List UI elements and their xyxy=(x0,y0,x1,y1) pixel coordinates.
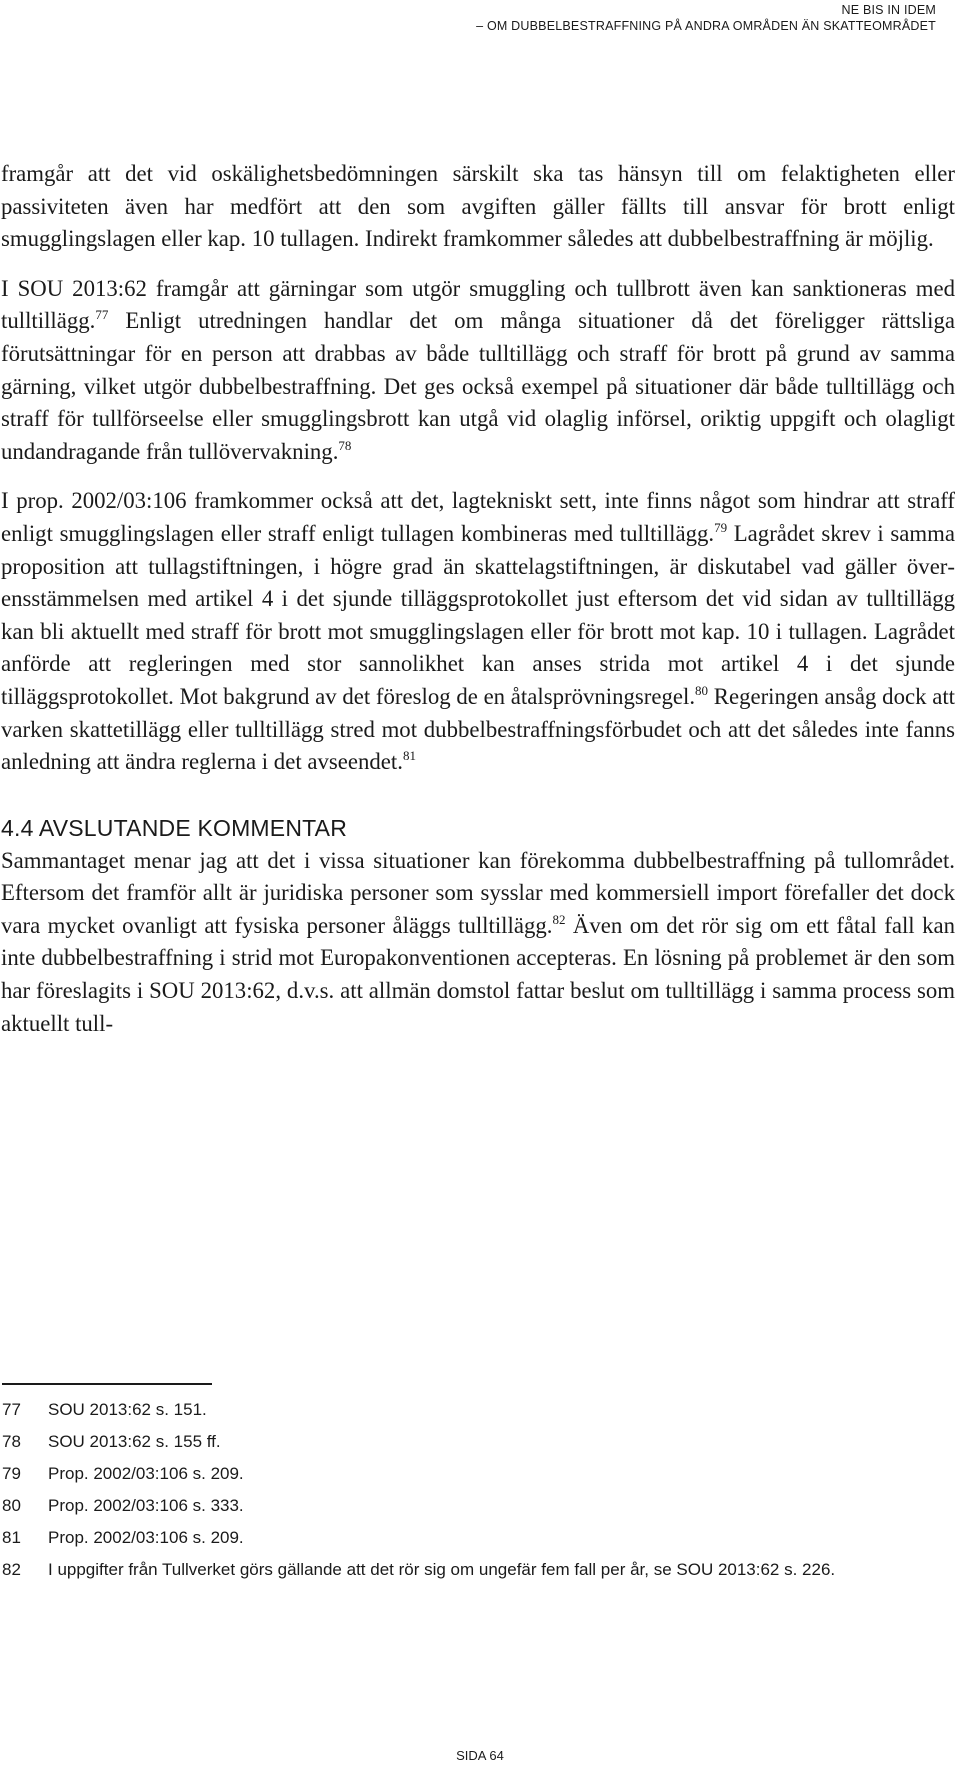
footnote-text: Prop. 2002/03:106 s. 209. xyxy=(48,1464,244,1483)
footnote-81 xyxy=(2,1522,954,1554)
paragraph-3-text-c: Regeringen ansåg dock att varken skattetillägg eller tulltillägg stred mot dubbelbestraffningsförbudet och att det således inte fanns anledning att ändra reglerna i det avseendet. xyxy=(1,683,955,775)
page-number: SIDA 64 xyxy=(456,1748,504,1763)
footnote-79 xyxy=(2,1458,954,1490)
footnote-number: 81 xyxy=(2,1528,21,1547)
footnote-80 xyxy=(2,1490,954,1522)
footnote-number: 77 xyxy=(2,1400,21,1419)
paragraph-1 xyxy=(1,158,955,256)
paragraph-3-text-a: I prop. 2002/03:106 framkommer också att det, lagtekniskt sett, inte finns något som hindrar att straff enligt smugglingslagen eller straff enligt tullagen kombineras med tulltillägg. xyxy=(1,488,955,546)
running-header xyxy=(476,2,936,34)
footnote-ref-81[interactable]: 81 xyxy=(402,748,416,764)
footnote-text: Prop. 2002/03:106 s. 209. xyxy=(48,1528,244,1547)
footnote-text: SOU 2013:62 s. 151. xyxy=(48,1400,207,1419)
footnote-82 xyxy=(2,1554,954,1586)
header-title: NE BIS IN IDEM xyxy=(841,3,936,17)
footnote-78 xyxy=(2,1426,954,1458)
paragraph-3 xyxy=(1,485,955,778)
footnote-divider xyxy=(2,1383,212,1385)
paragraph-2-text-b: Enligt utredningen handlar det om många situationer då det föreligger rättsliga förutsättningar för en person att drabbas av både tulltillägg och straff för brott på grund av samma gärning, vilket utgör dubbelbestraffning. Det ges också exempel på situationer där både tulltillägg och straff för tullförseelse eller smugglingsbrott kan utgå vid olaglig införsel, oriktig uppgift och olagligt undandragande från tullövervakning. xyxy=(1,308,955,464)
section-paragraph xyxy=(1,845,955,1041)
paragraph-2-text-a: I SOU 2013:62 framgår att gärningar som utgör smuggling och tullbrott även kan sanktioneras med tulltillägg. xyxy=(1,275,955,334)
body-text xyxy=(1,158,955,1040)
header-subtitle: – OM DUBBELBESTRAFFNING PÅ ANDRA OMRÅDEN ÄN SKATTEOMRÅDET xyxy=(476,19,936,33)
paragraph-1-text: framgår att det vid oskälighetsbedömningen särskilt ska tas hänsyn till om felaktigheten eller passiviteten även har medfört att den som avgiften gäller fällts till ansvar för brott enligt smugglingslagen eller kap. 10 tullagen. Indirekt framkommer således att dubbelbestraffning är möjlig. xyxy=(1,161,955,252)
section-heading: 4.4 AVSLUTANDE KOMMENTAR xyxy=(1,814,348,841)
footnote-text: Prop. 2002/03:106 s. 333. xyxy=(48,1496,244,1515)
footnote-77 xyxy=(2,1394,954,1426)
section-text-a: Sammantaget menar jag att det i vissa situationer kan förekomma dubbelbestraffning på tullområdet. Eftersom det framför allt är juridiska personer som sysslar med kommersiell import förefaller det dock vara mycket ovanligt att fysiska personer åläggs tulltillägg. xyxy=(1,847,955,938)
footnote-ref-82[interactable]: 82 xyxy=(552,911,566,927)
footnote-text: I uppgifter från Tullverket görs gällande att det rör sig om ungefär fem fall per år, se SOU 2013:62 s. 226. xyxy=(48,1560,836,1579)
paragraph-3-text-b: Lagrådet skrev i samma proposition att tullagstiftningen, i högre grad än skattelagstiftningen, är diskutabel vad gäller överensstämmelsen med artikel 4 i det sjunde tilläggsprotokollet just eftersom det vid sidan av tulltillägg kan bli aktuellt med straff för brott mot smugglingslagen eller för brott mot kap. 10 i tullagen. Lagrådet anförde att regleringen med stor sannolikhet kan anses strida mot artikel 4 i det sjunde tilläggsprotokollet. Mot bakgrund av det föreslog de en åtalsprövningsregel. xyxy=(1,520,955,709)
section-text-b: Även om det rör sig om ett fåtal fall kan inte dubbelbestraffning i strid mot Europakonventionen accepteras. En lösning på problemet är den som har föreslagits i SOU 2013:62, d.v.s. att allmän domstol fattar beslut om tulltillägg i samma process som aktuellt tull- xyxy=(1,912,955,1036)
paragraph-2 xyxy=(1,273,955,469)
footnote-number: 78 xyxy=(2,1432,21,1451)
footnote-text: SOU 2013:62 s. 155 ff. xyxy=(48,1432,221,1451)
footnote-ref-80[interactable]: 80 xyxy=(695,682,709,698)
footnote-number: 82 xyxy=(2,1560,21,1579)
footnote-ref-79[interactable]: 79 xyxy=(714,519,728,535)
footnotes xyxy=(2,1394,954,1586)
footnote-number: 80 xyxy=(2,1496,21,1515)
footnote-ref-78[interactable]: 78 xyxy=(338,437,352,453)
footnote-ref-77[interactable]: 77 xyxy=(95,307,109,323)
footnote-number: 79 xyxy=(2,1464,21,1483)
